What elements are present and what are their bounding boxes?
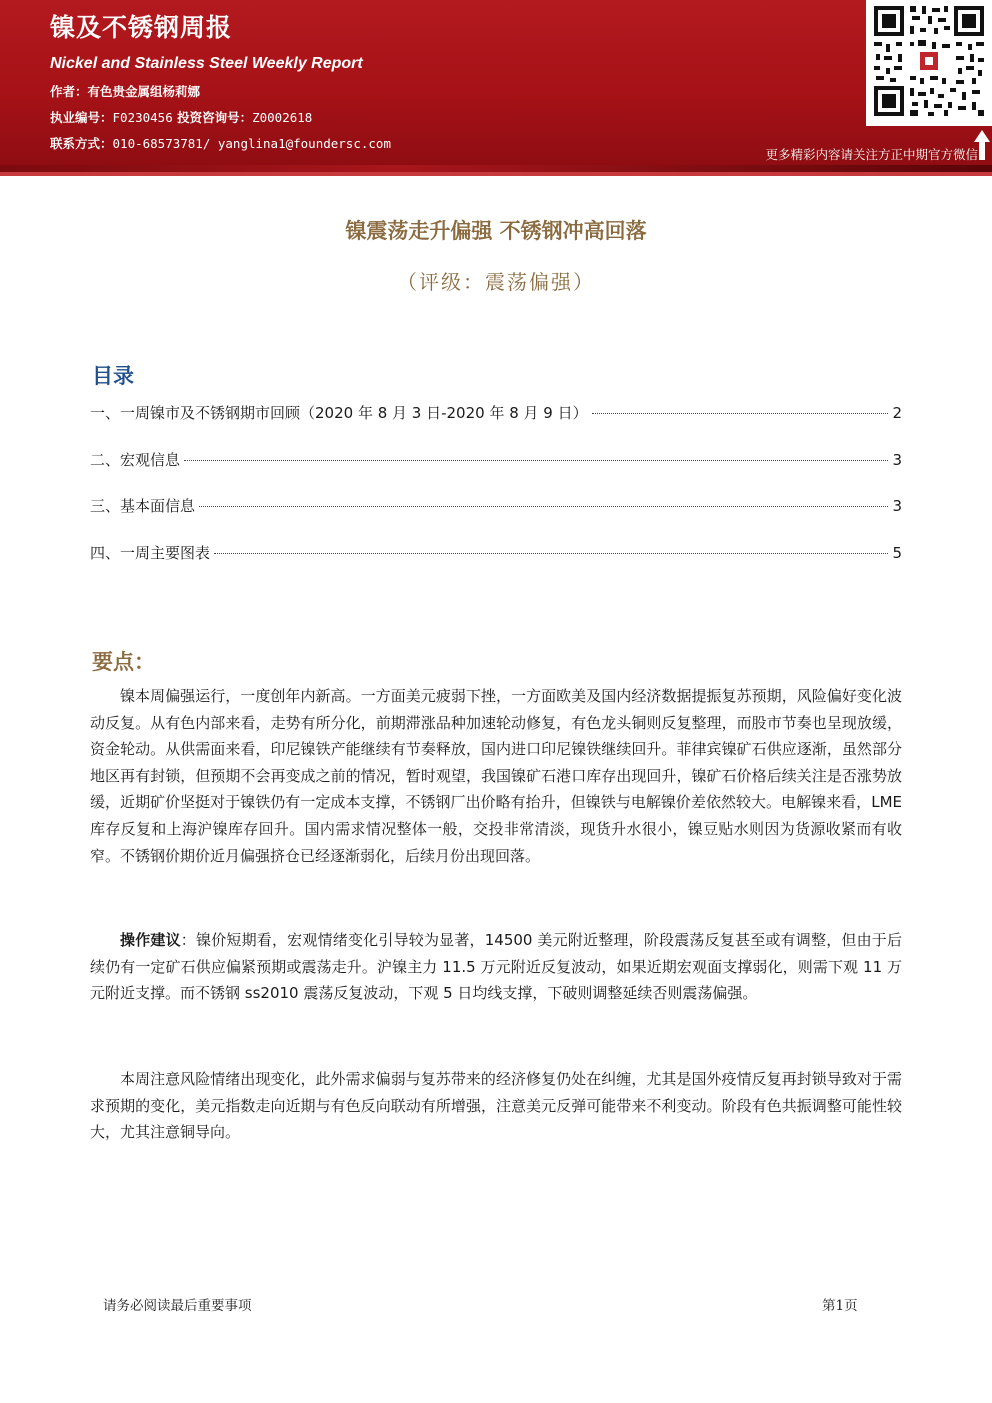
toc-item-label: 二、宏观信息 (90, 450, 181, 469)
toc-leader-dots (592, 413, 889, 414)
report-series-title: 镍及不锈钢周报 (50, 13, 233, 42)
toc-item[interactable] (90, 495, 902, 542)
key-points-heading: 要点： (92, 650, 155, 674)
header-divider-accent (0, 172, 992, 176)
trading-advice-paragraph (90, 927, 902, 1007)
toc-item-page: 5 (892, 543, 902, 562)
advice-text: ：镍价短期看，宏观情绪变化引导较为显著，14500 美元附近整理，阶段震荡反复甚至或有调整，但由于后续仍有一定矿石供应偏紧预期或震荡走升。沪镍主力 11.5 万元附近反复波动，如果近期宏观面支撑弱化，则需下观 11 万元附近支撑。而不锈钢 ss2010 震荡反复波动，下观 5 日均线支撑，下破则调整延续否则震荡偏强。 (90, 931, 902, 1003)
license-line (50, 108, 312, 126)
author-line: 作者：有色贵金属组杨莉娜 (50, 84, 201, 99)
toc-item-page: 3 (892, 497, 902, 515)
toc-item-label: 一、一周镍市及不锈钢期市回顾（2020 年 8 月 3 日-2020 年 8 月 9 日） (90, 404, 588, 422)
license-code: F0230456 (112, 110, 173, 125)
toc-item-label: 四、一周主要图表 (90, 543, 211, 562)
toc-leader-dots (184, 460, 888, 461)
contact-value: 010-68573781/ yanglina1@foundersc.com (112, 136, 391, 151)
toc-item-page: 3 (892, 450, 902, 469)
market-summary-paragraph: 镍本周偏强运行，一度创年内新高。一方面美元疲弱下挫，一方面欧美及国内经济数据提振复苏预期，风险偏好变化波动反复。从有色内部来看，走势有所分化，前期滞涨品种加速轮动修复，有色龙头铜则反复整理，而股市节奏也呈现放缓，资金轮动。从供需面来看，印尼镍铁产能继续有节奏释放，国内进口印尼镍铁继续回升。菲律宾镍矿石供应逐渐，虽然部分地区再有封锁，但预期不会再变成之前的情况，暂时观望，我国镍矿石港口库存出现回升，镍矿石价格后续关注是否涨势放缓，近期矿价坚挺对于镍铁仍有一定成本支撑，不锈钢厂出价略有抬升，但镍铁与电解镍价差依然较大。电解镍来看，LME 库存反复和上海沪镍库存回升。国内需求情况整体一般，交投非常清淡，现货升水很小，镍豆贴水则因为货源收紧而有收窄。不锈钢价期价近月偏强挤仓已经逐渐弱化，后续月份出现回落。 (90, 687, 902, 865)
toc-heading: 目录 (92, 364, 134, 388)
contact-line (50, 134, 391, 152)
qr-code-icon (872, 4, 986, 118)
consult-code: Z0002618 (252, 110, 313, 125)
toc-item[interactable] (90, 542, 902, 589)
page-number: 第1页 (822, 1298, 858, 1314)
contact-prefix: 联系方式： (50, 136, 113, 151)
toc-item-label: 三、基本面信息 (90, 497, 196, 515)
advice-label: 操作建议 (120, 931, 181, 949)
header-banner (0, 0, 992, 165)
toc-leader-dots (199, 506, 888, 507)
footer-notice: 请务必阅读最后重要事项 (103, 1298, 252, 1314)
consult-prefix: 投资咨询号： (177, 110, 253, 125)
report-series-subtitle: Nickel and Stainless Steel Weekly Report (50, 55, 363, 72)
wechat-follow-note: 更多精彩内容请关注方正中期官方微信 (765, 147, 978, 162)
risk-note-paragraph: 本周注意风险情绪出现变化，此外需求偏弱与复苏带来的经济修复仍处在纠缠，尤其是国外疫情反复再封锁导致对于需求预期的变化，美元指数走向近期与有色反向联动有所增强，注意美元反弹可能带来不利变动。阶段有色共振调整可能性较大，尤其注意铜导向。 (90, 1070, 902, 1142)
report-rating: （评级：震荡偏强） (397, 270, 595, 294)
report-title: 镍震荡走升偏强 不锈钢冲高回落 (345, 218, 647, 243)
wechat-qr-code (866, 0, 992, 126)
toc-leader-dots (214, 553, 888, 554)
toc-item[interactable] (90, 402, 902, 449)
license-prefix: 执业编号： (50, 110, 113, 125)
header-divider (0, 165, 992, 172)
arrow-up-icon (972, 128, 992, 162)
table-of-contents (90, 402, 902, 588)
toc-item-page: 2 (892, 404, 902, 422)
toc-item[interactable] (90, 449, 902, 496)
